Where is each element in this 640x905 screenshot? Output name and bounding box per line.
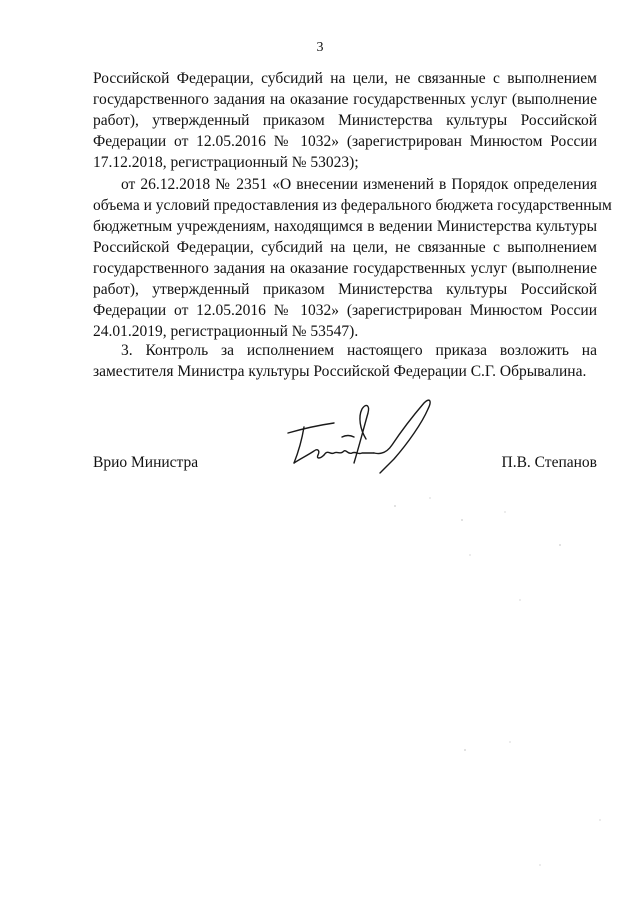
paragraph-continuation bbox=[93, 68, 597, 173]
text-line: Российской Федерации, субсидий на цели, не связанные с выполнением bbox=[93, 239, 597, 256]
text-line: государственного задания на оказание государственных услуг (выполнение bbox=[93, 260, 597, 277]
text-line: работ), утвержденный приказом Министерства культуры Российской bbox=[93, 112, 597, 129]
text-line: Федерации от 12.05.2016 № 1032» (зарегистрирован Минюстом России bbox=[93, 302, 597, 319]
text-line: Российской Федерации, субсидий на цели, не связанные с выполнением bbox=[93, 70, 597, 87]
signatory-name: П.В. Степанов bbox=[501, 454, 597, 471]
text-line: заместителя Министра культуры Российской Федерации С.Г. Обрывалина. bbox=[93, 363, 587, 380]
text-line: объема и условий предоставления из федерального бюджета государственным bbox=[93, 197, 612, 214]
text-line: 3. Контроль за исполнением настоящего приказа возложить на bbox=[121, 342, 597, 359]
text-line: работ), утвержденный приказом Министерства культуры Российской bbox=[93, 281, 597, 298]
page-number: 3 bbox=[316, 40, 324, 55]
text-line: 17.12.2018, регистрационный № 53023); bbox=[93, 154, 359, 171]
text-line: государственного задания на оказание государственных услуг (выполнение bbox=[93, 91, 597, 108]
text-line: бюджетным учреждениям, находящимся в ведении Министерства культуры bbox=[93, 218, 597, 235]
text-line: 24.01.2019, регистрационный № 53547). bbox=[93, 323, 359, 340]
signatory-title: Врио Министра bbox=[93, 454, 199, 471]
paragraph-control bbox=[93, 340, 597, 382]
text-line: от 26.12.2018 № 2351 «О внесении изменений в Порядок определения bbox=[121, 176, 597, 193]
text-line: Федерации от 12.05.2016 № 1032» (зарегистрирован Минюстом России bbox=[93, 133, 597, 150]
signature-row bbox=[93, 452, 597, 476]
paragraph-order-2351 bbox=[93, 174, 612, 342]
